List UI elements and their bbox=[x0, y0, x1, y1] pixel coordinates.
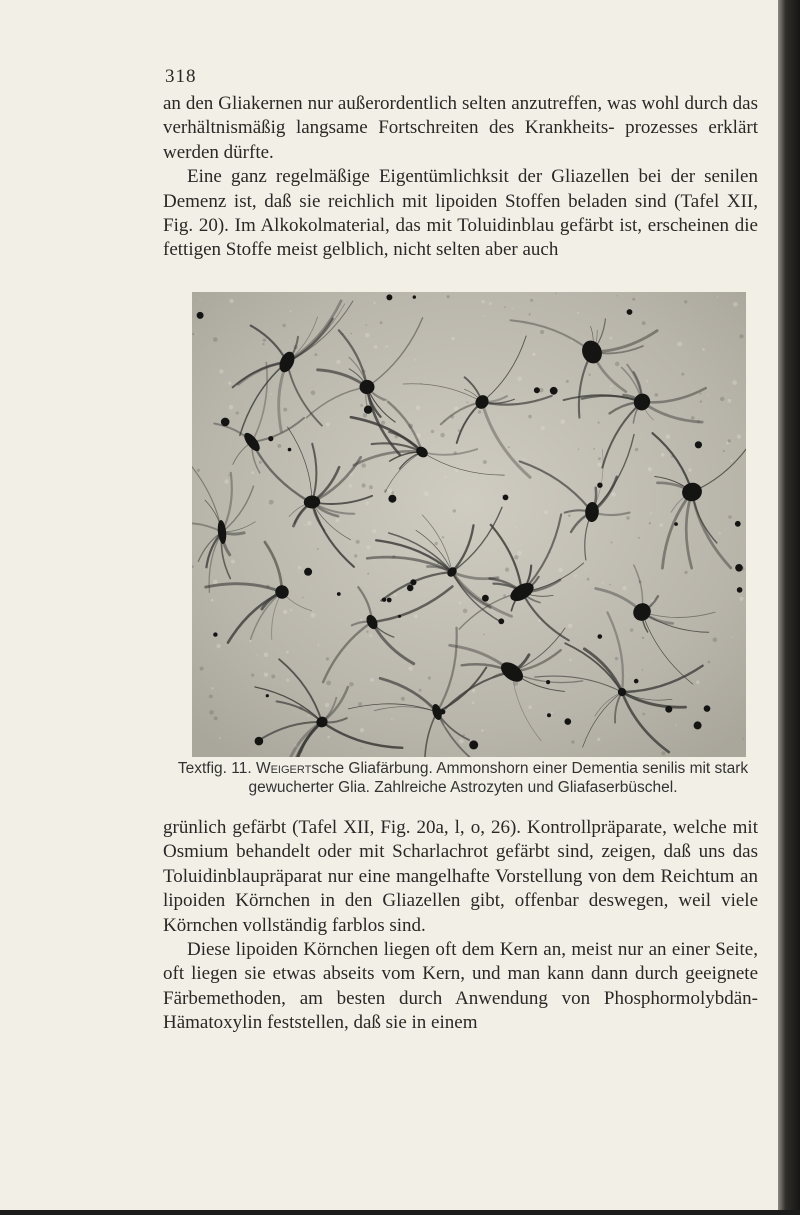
texture-speck bbox=[442, 536, 444, 538]
body-text-top bbox=[163, 92, 758, 263]
texture-speck bbox=[307, 521, 312, 526]
texture-speck bbox=[386, 345, 388, 347]
texture-speck bbox=[688, 468, 692, 472]
texture-speck bbox=[219, 737, 221, 739]
texture-speck bbox=[530, 299, 533, 302]
texture-speck bbox=[642, 637, 644, 639]
texture-speck bbox=[666, 434, 671, 439]
texture-speck bbox=[367, 573, 369, 575]
texture-speck bbox=[482, 300, 485, 303]
texture-speck bbox=[598, 422, 600, 424]
texture-speck bbox=[231, 560, 235, 564]
glia-nucleus bbox=[674, 522, 678, 526]
texture-speck bbox=[472, 702, 475, 705]
texture-speck bbox=[419, 689, 422, 692]
texture-speck bbox=[349, 682, 354, 687]
texture-speck bbox=[366, 502, 369, 505]
texture-speck bbox=[723, 450, 725, 452]
texture-speck bbox=[541, 426, 545, 430]
texture-speck bbox=[263, 338, 266, 341]
texture-speck bbox=[568, 514, 571, 517]
texture-speck bbox=[483, 634, 485, 636]
texture-speck bbox=[528, 705, 532, 709]
paragraph: grünlich gefärbt (Tafel XII, Fig. 20a, l, o, 26). Kontrollpräparate, welche mit Osmium behandelt oder mit Scharlachrot gefärbt sind, zeigen, daß uns das Toluidinblaupräparat nur eine mangelhafte Vorstellung von dem Reichtum an lipoiden Körnchen in den Gliazellen gibt, offenbar deswegen, weil viele Körnchen vollständig farblos sind. bbox=[163, 817, 758, 936]
texture-speck bbox=[199, 299, 200, 300]
texture-speck bbox=[699, 393, 701, 395]
glia-nucleus bbox=[634, 679, 639, 684]
caption-author: Weigert bbox=[255, 760, 312, 777]
texture-speck bbox=[739, 597, 743, 601]
texture-speck bbox=[700, 400, 702, 402]
glia-nucleus bbox=[704, 705, 711, 712]
texture-speck bbox=[551, 712, 553, 714]
texture-speck bbox=[514, 555, 518, 559]
texture-speck bbox=[661, 453, 665, 457]
texture-speck bbox=[311, 391, 316, 396]
texture-speck bbox=[302, 597, 304, 599]
figure-caption bbox=[163, 760, 763, 797]
texture-speck bbox=[251, 471, 254, 474]
texture-speck bbox=[307, 715, 309, 717]
texture-speck bbox=[435, 542, 438, 545]
texture-speck bbox=[610, 385, 613, 388]
page-edge-shadow bbox=[778, 0, 800, 1215]
texture-speck bbox=[483, 315, 484, 316]
glia-nucleus bbox=[388, 495, 396, 503]
texture-speck bbox=[635, 448, 638, 451]
texture-speck bbox=[610, 389, 612, 391]
texture-speck bbox=[354, 554, 357, 557]
texture-speck bbox=[311, 613, 316, 618]
texture-speck bbox=[440, 433, 445, 438]
texture-speck bbox=[505, 568, 509, 572]
texture-speck bbox=[270, 393, 272, 395]
texture-speck bbox=[444, 476, 446, 478]
texture-speck bbox=[327, 736, 330, 739]
texture-speck bbox=[569, 659, 572, 662]
texture-speck bbox=[731, 637, 732, 638]
glia-nucleus bbox=[547, 713, 551, 717]
texture-speck bbox=[209, 710, 214, 715]
texture-speck bbox=[290, 609, 292, 611]
texture-speck bbox=[356, 540, 360, 544]
texture-speck bbox=[269, 500, 274, 505]
texture-speck bbox=[282, 324, 285, 327]
glia-nucleus bbox=[364, 406, 372, 414]
texture-speck bbox=[360, 404, 363, 407]
texture-speck bbox=[283, 610, 287, 614]
texture-speck bbox=[609, 584, 611, 586]
glia-nucleus bbox=[288, 448, 292, 452]
texture-speck bbox=[314, 353, 317, 356]
texture-speck bbox=[262, 343, 264, 345]
caption-text: sche Gliafärbung. Ammonshorn einer Dementia senilis mit stark gewucherter Glia. Zahlreiche Astrozyten und Gliafaserbüschel. bbox=[248, 760, 749, 796]
texture-speck bbox=[380, 321, 383, 324]
texture-speck bbox=[401, 697, 405, 701]
texture-speck bbox=[236, 411, 239, 414]
page-number: 318 bbox=[165, 66, 197, 87]
texture-speck bbox=[598, 457, 601, 460]
texture-speck bbox=[467, 401, 469, 403]
texture-speck bbox=[523, 458, 525, 460]
texture-speck bbox=[298, 566, 301, 569]
glia-nucleus bbox=[665, 706, 672, 713]
texture-speck bbox=[684, 571, 687, 574]
texture-speck bbox=[317, 548, 319, 550]
texture-speck bbox=[283, 408, 287, 412]
texture-speck bbox=[408, 666, 413, 671]
texture-speck bbox=[528, 415, 532, 419]
texture-speck bbox=[571, 340, 573, 342]
texture-speck bbox=[415, 359, 417, 361]
texture-speck bbox=[649, 522, 651, 524]
texture-speck bbox=[425, 705, 427, 707]
texture-speck bbox=[229, 299, 233, 303]
texture-speck bbox=[696, 680, 700, 684]
texture-speck bbox=[349, 484, 352, 487]
texture-speck bbox=[360, 728, 364, 732]
texture-speck bbox=[366, 545, 370, 549]
texture-speck bbox=[211, 687, 213, 689]
texture-speck bbox=[566, 380, 569, 383]
texture-speck bbox=[602, 582, 604, 584]
texture-speck bbox=[256, 654, 257, 655]
texture-speck bbox=[394, 593, 397, 596]
texture-speck bbox=[593, 448, 595, 450]
texture-speck bbox=[661, 751, 665, 755]
texture-speck bbox=[326, 422, 330, 426]
texture-speck bbox=[361, 463, 366, 468]
glia-nucleus bbox=[503, 495, 509, 501]
texture-speck bbox=[214, 716, 218, 720]
glia-nucleus bbox=[410, 579, 416, 585]
glia-nucleus bbox=[386, 294, 392, 300]
texture-speck bbox=[691, 416, 695, 420]
glia-nucleus bbox=[382, 598, 386, 602]
texture-speck bbox=[264, 652, 269, 657]
texture-speck bbox=[681, 373, 684, 376]
glia-nucleus bbox=[197, 312, 204, 319]
texture-speck bbox=[451, 337, 454, 340]
texture-speck bbox=[366, 631, 368, 633]
texture-speck bbox=[416, 406, 421, 411]
texture-speck bbox=[558, 568, 562, 572]
glia-nucleus bbox=[413, 295, 416, 298]
texture-speck bbox=[259, 461, 262, 464]
glia-nucleus bbox=[221, 418, 230, 427]
texture-speck bbox=[370, 678, 374, 682]
texture-speck bbox=[713, 637, 718, 642]
texture-speck bbox=[707, 395, 709, 397]
texture-speck bbox=[277, 444, 281, 448]
texture-speck bbox=[737, 435, 741, 439]
texture-speck bbox=[290, 310, 292, 312]
glia-nucleus bbox=[398, 615, 401, 618]
texture-speck bbox=[512, 308, 513, 309]
glia-nucleus bbox=[550, 387, 558, 395]
texture-speck bbox=[358, 702, 362, 706]
texture-speck bbox=[677, 342, 682, 347]
texture-speck bbox=[650, 512, 652, 514]
glia-nucleus bbox=[695, 441, 702, 448]
texture-speck bbox=[720, 397, 724, 401]
texture-speck bbox=[638, 537, 640, 539]
page-bottom-edge bbox=[0, 1210, 800, 1215]
texture-speck bbox=[447, 295, 450, 298]
glia-nucleus bbox=[627, 309, 633, 315]
texture-speck bbox=[350, 333, 352, 335]
texture-speck bbox=[676, 724, 678, 726]
texture-speck bbox=[708, 661, 711, 664]
texture-speck bbox=[588, 374, 590, 376]
glia-nucleus bbox=[735, 521, 741, 527]
glia-nucleus bbox=[534, 387, 540, 393]
texture-speck bbox=[453, 509, 456, 512]
glia-nucleus bbox=[694, 721, 702, 729]
texture-speck bbox=[561, 419, 566, 424]
texture-speck bbox=[719, 532, 721, 534]
texture-speck bbox=[540, 330, 544, 334]
texture-speck bbox=[728, 439, 731, 442]
texture-speck bbox=[684, 300, 687, 303]
texture-speck bbox=[286, 651, 289, 654]
texture-speck bbox=[555, 293, 556, 294]
glia-nucleus bbox=[268, 436, 273, 441]
texture-speck bbox=[532, 353, 535, 356]
texture-speck bbox=[571, 740, 574, 743]
texture-speck bbox=[743, 738, 744, 739]
texture-speck bbox=[286, 679, 289, 682]
texture-speck bbox=[317, 644, 319, 646]
texture-speck bbox=[575, 574, 578, 577]
texture-speck bbox=[363, 413, 368, 418]
texture-speck bbox=[517, 551, 522, 556]
texture-speck bbox=[228, 382, 231, 385]
texture-speck bbox=[529, 313, 531, 315]
glia-nucleus bbox=[213, 632, 217, 636]
texture-speck bbox=[459, 739, 464, 744]
caption-label: Textfig. 11. bbox=[177, 760, 252, 777]
texture-speck bbox=[209, 695, 213, 699]
texture-speck bbox=[336, 360, 340, 364]
texture-speck bbox=[730, 460, 732, 462]
texture-speck bbox=[739, 334, 743, 338]
texture-speck bbox=[264, 673, 268, 677]
texture-speck bbox=[538, 619, 541, 622]
texture-speck bbox=[361, 747, 362, 748]
texture-speck bbox=[578, 449, 579, 450]
texture-speck bbox=[732, 380, 737, 385]
paragraph: Eine ganz regelmäßige Eigentümlichksit der Gliazellen bei der senilen Demenz ist, daß sie reichlich mit lipoiden Stoffen beladen sind (Tafel XII, Fig. 20). Im Alkokolmaterial, das mit Toluidinblau gefärbt ist, erscheinen die fettigen Stoffe meist gelblich, nicht selten aber auch bbox=[163, 166, 758, 261]
paragraph: Diese lipoiden Körnchen liegen oft dem Kern an, meist nur an einer Seite, oft liegen sie etwas abseits vom Kern, und man kann dann durch geeignete Färbemethoden, am besten durch Anwendung von Phosphormolybdän-Hämatoxylin feststellen, daß sie in einem bbox=[163, 939, 758, 1034]
glia-nucleus bbox=[735, 564, 743, 572]
texture-speck bbox=[216, 644, 220, 648]
glia-nucleus bbox=[737, 587, 743, 593]
texture-speck bbox=[431, 430, 434, 433]
texture-speck bbox=[455, 469, 458, 472]
texture-speck bbox=[626, 516, 630, 520]
texture-speck bbox=[229, 405, 234, 410]
texture-speck bbox=[211, 599, 214, 602]
texture-speck bbox=[224, 479, 228, 483]
glia-nucleus bbox=[387, 598, 392, 603]
texture-speck bbox=[369, 485, 373, 489]
texture-speck bbox=[481, 729, 484, 732]
texture-speck bbox=[459, 602, 462, 605]
texture-speck bbox=[219, 369, 223, 373]
texture-speck bbox=[361, 483, 365, 487]
texture-speck bbox=[489, 302, 492, 305]
texture-speck bbox=[728, 515, 732, 519]
texture-speck bbox=[577, 312, 579, 314]
texture-speck bbox=[478, 410, 481, 413]
texture-speck bbox=[632, 298, 635, 301]
glia-nucleus bbox=[598, 634, 603, 639]
texture-speck bbox=[597, 738, 600, 741]
glia-nucleus bbox=[469, 740, 478, 749]
texture-speck bbox=[609, 337, 612, 340]
glia-nucleus bbox=[440, 709, 445, 714]
texture-speck bbox=[622, 586, 626, 590]
texture-speck bbox=[200, 667, 204, 671]
texture-speck bbox=[597, 463, 601, 467]
texture-speck bbox=[387, 488, 392, 493]
texture-speck bbox=[428, 676, 431, 679]
texture-speck bbox=[642, 713, 645, 716]
texture-speck bbox=[360, 619, 362, 621]
texture-speck bbox=[611, 542, 613, 544]
glia-nucleus bbox=[304, 568, 312, 576]
texture-speck bbox=[326, 681, 331, 686]
texture-speck bbox=[249, 640, 251, 642]
micrograph-figure bbox=[192, 292, 746, 757]
texture-speck bbox=[483, 460, 487, 464]
glia-nucleus bbox=[482, 595, 489, 602]
texture-speck bbox=[370, 634, 373, 637]
glia-nucleus bbox=[266, 694, 269, 697]
texture-speck bbox=[642, 321, 646, 325]
texture-speck bbox=[366, 324, 368, 326]
texture-speck bbox=[646, 380, 648, 382]
texture-speck bbox=[615, 362, 620, 367]
texture-speck bbox=[336, 519, 340, 523]
glia-nucleus bbox=[255, 737, 264, 746]
texture-speck bbox=[702, 348, 705, 351]
texture-speck bbox=[373, 302, 375, 304]
paragraph: an den Gliakernen nur außerordentlich selten anzutreffen, was wohl durch das verhältnismäßig langsame Fortschreiten des Krankheits- prozesses erklärt werden dürfte. bbox=[163, 93, 758, 163]
texture-speck bbox=[648, 467, 652, 471]
texture-speck bbox=[733, 302, 738, 307]
texture-speck bbox=[372, 529, 376, 533]
texture-speck bbox=[654, 393, 658, 397]
texture-speck bbox=[365, 333, 370, 338]
body-text-bottom bbox=[163, 816, 758, 1036]
glia-nucleus bbox=[597, 483, 602, 488]
texture-speck bbox=[728, 399, 732, 403]
texture-speck bbox=[642, 669, 644, 671]
texture-speck bbox=[414, 614, 418, 618]
texture-speck bbox=[391, 718, 393, 720]
texture-speck bbox=[251, 674, 254, 677]
texture-speck bbox=[195, 333, 196, 334]
texture-speck bbox=[630, 628, 633, 631]
texture-speck bbox=[325, 703, 329, 707]
texture-speck bbox=[504, 306, 506, 308]
texture-speck bbox=[424, 491, 429, 496]
texture-speck bbox=[515, 526, 517, 528]
glia-nucleus bbox=[546, 680, 550, 684]
glia-nucleus bbox=[337, 592, 341, 596]
texture-speck bbox=[192, 333, 194, 335]
texture-speck bbox=[463, 609, 468, 614]
texture-speck bbox=[305, 524, 307, 526]
texture-speck bbox=[472, 689, 475, 692]
texture-speck bbox=[544, 510, 548, 514]
texture-speck bbox=[374, 345, 378, 349]
texture-speck bbox=[213, 580, 218, 585]
texture-speck bbox=[717, 296, 718, 297]
micrograph-image bbox=[192, 292, 746, 757]
glia-nucleus bbox=[565, 718, 572, 725]
texture-speck bbox=[518, 377, 522, 381]
texture-speck bbox=[615, 657, 618, 660]
glia-nucleus bbox=[407, 585, 414, 592]
texture-speck bbox=[611, 492, 616, 497]
texture-speck bbox=[213, 337, 218, 342]
texture-speck bbox=[616, 295, 617, 296]
texture-speck bbox=[568, 624, 573, 629]
texture-speck bbox=[326, 657, 329, 660]
texture-speck bbox=[660, 523, 664, 527]
texture-speck bbox=[271, 675, 275, 679]
texture-speck bbox=[587, 578, 590, 581]
texture-speck bbox=[381, 421, 385, 425]
glia-nucleus bbox=[498, 618, 504, 624]
texture-speck bbox=[228, 475, 230, 477]
texture-speck bbox=[508, 446, 510, 448]
texture-speck bbox=[197, 469, 200, 472]
